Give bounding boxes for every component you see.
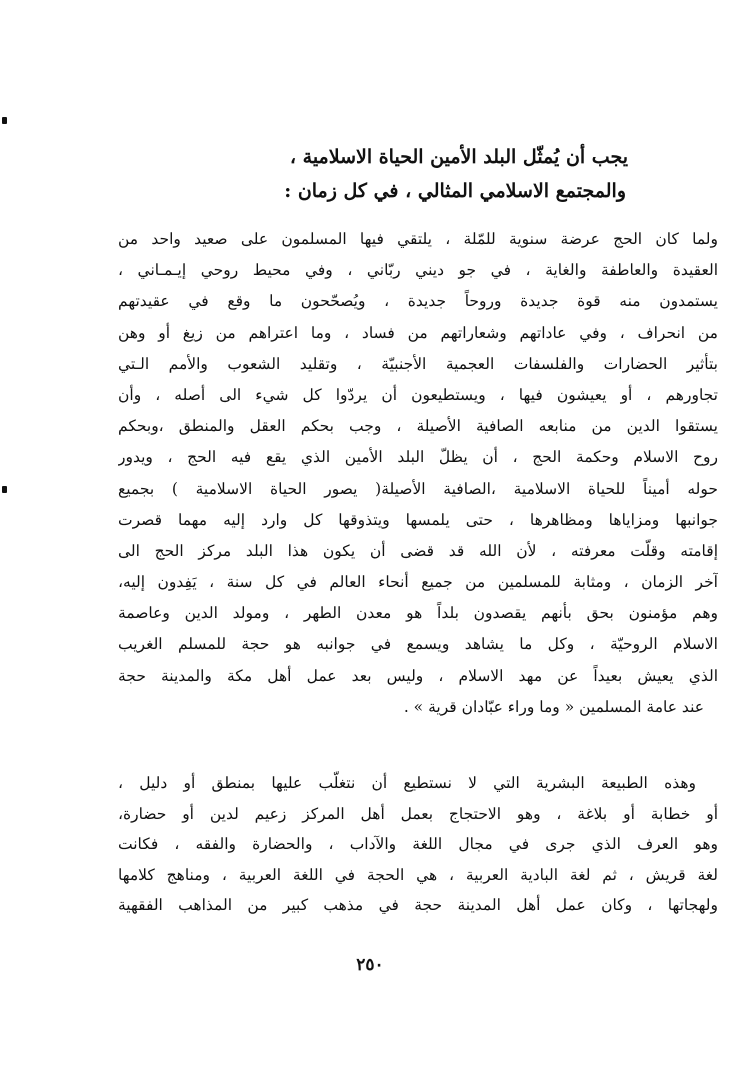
- page-number: ٢٥٠: [356, 955, 384, 975]
- section-heading: [108, 140, 628, 208]
- text-line: ولما كان الحج عرضة سنوية للمّلة ، يلتقي فيها المسلمون على صعيد واحد من: [118, 230, 718, 248]
- text-line: آخر الزمان ، ومثابة للمسلمين من جميع أنحاء العالم في كل سنة ، يَفِدون إليه،: [118, 573, 718, 592]
- text-line: عند عامة المسلمين « وما وراء عبّادان قرية » .: [403, 697, 704, 716]
- text-line: لغة قريش ، ثم لغة البادية العربية ، هي الحجة في اللغة العربية ، ومناهج كلامها: [118, 865, 718, 884]
- text-line: أو خطابة أو بلاغة ، وهو الاحتجاج بعمل أهل المركز زعيم لدين أو حضارة،: [118, 804, 718, 823]
- text-line: وهذه الطبيعة البشرية التي لا نستطيع أن نتغلّب عليها بمنطق أو دليل ،: [118, 774, 696, 792]
- text-line: روح الاسلام وحكمة الحج ، أن يظلّ البلد الأمين الذي يقع فيه الحج ، ويدور: [118, 448, 718, 467]
- text-line: وهو العرف الذي جرى في مجال اللغة والآداب ، والحضارة والفقه ، فكانت: [118, 835, 718, 854]
- text-line: بتأثير الحضارات والفلسفات العجمية الأجنبيّة ، وتقليد الشعوب والأمم الـتي: [118, 354, 718, 373]
- margin-mark-top: [2, 117, 7, 124]
- text-line: ولهجاتها ، وكان عمل أهل المدينة حجة في مذهب كبير من المذاهب الفقهية: [118, 896, 718, 915]
- margin-mark-middle: [2, 486, 7, 493]
- text-line: العقيدة والعاطفة والغاية ، في جو ديني ربّاني ، وفي محيط روحي إيـمـاني ،: [118, 261, 718, 280]
- text-line: يستقوا الدين من منابعه الصافية الأصيلة ، وجب بحكم العقل والمنطق ،وبحكم: [118, 417, 718, 436]
- heading-line-1: يجب أن يُمثّل البلد الأمين الحياة الاسلامية ،: [289, 146, 628, 168]
- text-line: تجاورهم ، أو يعيشون فيها ، ويستطيعون أن يردّوا كل شيء الى أصله ، وأن: [118, 385, 718, 404]
- text-line: الاسلام الروحيّة ، وكل ما يشاهد ويسمع في جوانبه هو حجة للمسلم الغريب: [118, 635, 718, 654]
- text-line: الذي يعيش بعيداً عن مهد الاسلام ، وليس بعد عمل أهل مكة والمدينة حجة: [118, 666, 718, 685]
- text-line: من انحراف ، وفي عاداتهم وشعاراتهم من فساد ، وما اعتراهم من زيغ أو وهن: [118, 323, 718, 342]
- text-line: يستمدون منه قوة جديدة وروحاً جديدة ، ويُصحّحون ما وقع في عقيدتهم: [118, 292, 718, 311]
- text-line: جوانبها ومزاياها ومظاهرها ، حتى يلمسها ويتذوقها كل وارد إليه مهما قصرت: [118, 510, 718, 529]
- text-line: حوله أميناً للحياة الاسلامية ،الصافية الأصيلة( يصور الحياة الاسلامية ) بجميع: [118, 479, 718, 498]
- paragraph-1: [118, 224, 718, 723]
- heading-line-2: والمجتمع الاسلامي المثالي ، في كل زمان :: [284, 180, 626, 202]
- paragraph-2: [118, 768, 718, 921]
- text-line: وهم مؤمنون بحق بأنهم يقصدون بلداً هو معدن الطهر ، ومولد الدين وعاصمة: [118, 604, 718, 623]
- text-line: إقامته وقلّت معرفته ، لأن الله قد قضى أن يكون هذا البلد مركز الحج الى: [118, 541, 718, 560]
